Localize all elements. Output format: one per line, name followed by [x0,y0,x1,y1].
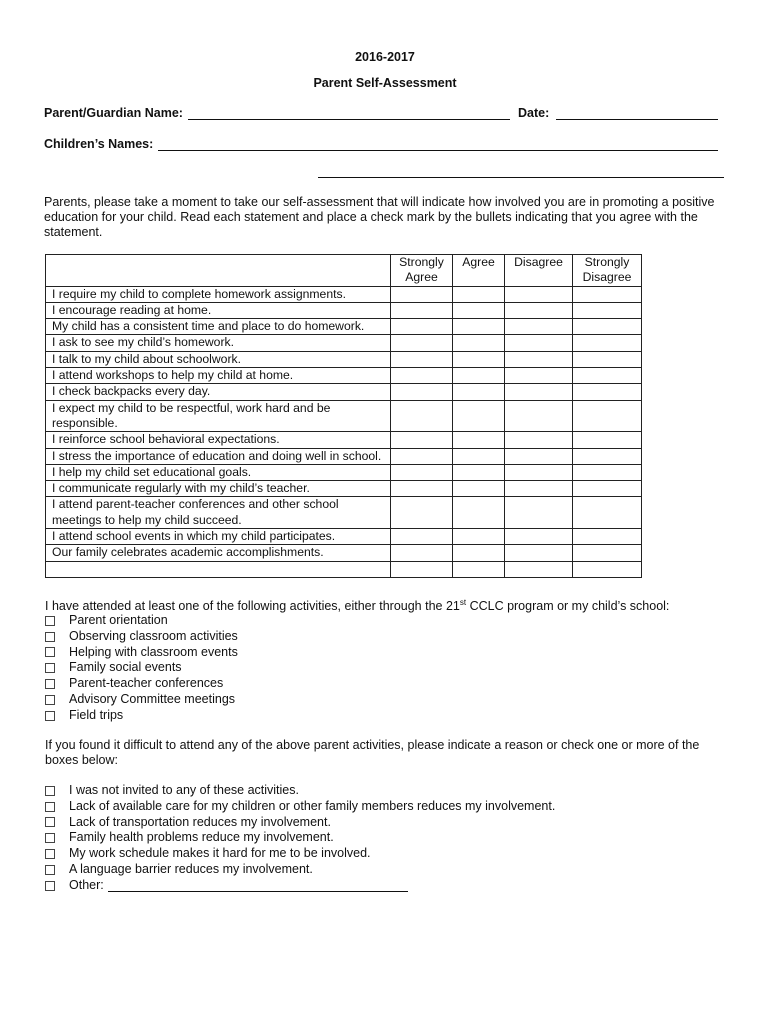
rating-cell[interactable] [573,368,642,384]
rating-cell[interactable] [573,351,642,367]
rating-cell[interactable] [391,302,453,318]
statement-cell: I attend parent-teacher conferences and other school meetings to help my child succeed. [46,497,391,529]
rating-cell[interactable] [391,432,453,448]
table-row [46,464,642,480]
list-item [45,645,238,661]
list-item [45,708,238,724]
header-strongly-disagree: Strongly Disagree [573,255,642,287]
rating-cell[interactable] [573,545,642,561]
form-year: 2016-2017 [355,50,415,64]
statement-cell: I attend workshops to help my child at home. [46,368,391,384]
rating-cell[interactable] [505,368,573,384]
checkbox[interactable] [45,632,55,642]
intro-text: Parents, please take a moment to take our self-assessment that will indicate how involved you are in promoting a positive education for your child. Read each statement and place a check mark by the bullets indicating that you agree with the statement. [44,195,715,239]
list-item-label: Lack of transportation reduces my involvement. [69,814,331,829]
statement-cell: I communicate regularly with my child’s teacher. [46,481,391,497]
rating-cell[interactable] [505,319,573,335]
children-names-field[interactable] [158,136,718,151]
rating-cell[interactable] [391,529,453,545]
checkbox[interactable] [45,679,55,689]
statement-cell: I help my child set educational goals. [46,464,391,480]
list-item [45,692,238,708]
checkbox[interactable] [45,695,55,705]
list-item-label: Parent orientation [69,613,168,627]
list-item [45,783,555,799]
rating-cell[interactable] [391,384,453,400]
rating-cell[interactable] [505,286,573,302]
table-row [46,368,642,384]
statement-cell: I check backpacks every day. [46,384,391,400]
rating-cell[interactable] [391,464,453,480]
rating-cell[interactable] [573,561,642,577]
statement-cell: Our family celebrates academic accomplishments. [46,545,391,561]
rating-cell[interactable] [391,335,453,351]
date-label: Date: [518,106,550,120]
list-item-label: Parent-teacher conferences [69,676,224,691]
list-item [45,862,555,878]
rating-cell[interactable] [505,545,573,561]
rating-cell[interactable] [453,481,505,497]
list-item [45,815,555,831]
activities-intro-text-end: CCLC program or my child’s school: [466,599,670,614]
list-item [45,629,238,645]
list-item [45,830,555,846]
rating-cell[interactable] [391,286,453,302]
activities-intro-sup: st [459,598,467,607]
statement-cell: I stress the importance of education and doing well in school. [46,448,391,464]
reasons-intro: If you found it difficult to attend any of the above parent activities, please indicate a reason or check one or more of the boxes below: [45,738,700,767]
rating-cell[interactable] [505,384,573,400]
table-row [46,351,642,367]
table-row [46,384,642,400]
rating-cell[interactable] [391,545,453,561]
header-disagree: Disagree [505,255,573,287]
table-row [46,561,642,577]
rating-cell[interactable] [505,529,573,545]
activities-list [45,613,238,724]
rating-cell[interactable] [453,400,505,432]
rating-cell[interactable] [391,448,453,464]
list-item-label: A language barrier reduces my involvement. [69,861,313,876]
list-item-label: Lack of available care for my children or other family members reduces my involvement. [69,798,556,813]
rating-cell[interactable] [453,351,505,367]
rating-cell[interactable] [453,286,505,302]
rating-cell[interactable] [573,335,642,351]
page-title: Parent Self-Assessment [313,76,457,90]
reasons-list [45,783,555,878]
parent-name-label: Parent/Guardian Name: [44,106,183,120]
rating-cell[interactable] [391,561,453,577]
checkbox[interactable] [45,663,55,673]
checkbox[interactable] [45,833,55,843]
checkbox[interactable] [45,647,55,657]
rating-cell[interactable] [453,302,505,318]
rating-cell[interactable] [505,497,573,529]
list-item [45,660,238,676]
list-item-label: Observing classroom activities [69,628,238,643]
rating-cell[interactable] [453,561,505,577]
list-item-label: I was not invited to any of these activities. [69,783,299,797]
statement-cell: I require my child to complete homework assignments. [46,286,391,302]
statement-cell: I ask to see my child’s homework. [46,335,391,351]
list-item [45,613,238,629]
statement-cell: My child has a consistent time and place to do homework. [46,319,391,335]
date-field[interactable] [556,105,718,120]
checkbox[interactable] [45,881,55,891]
rating-cell[interactable] [573,400,642,432]
rating-cell[interactable] [453,448,505,464]
rating-cell[interactable] [573,286,642,302]
checkbox[interactable] [45,849,55,859]
rating-cell[interactable] [573,497,642,529]
table-row [46,481,642,497]
header-agree: Agree [453,255,505,287]
rating-cell[interactable] [573,481,642,497]
rating-cell[interactable] [505,432,573,448]
parent-name-field[interactable] [188,105,510,120]
table-row [46,448,642,464]
table-row [46,400,642,432]
checkbox[interactable] [45,616,55,626]
header-statement [46,255,391,287]
rating-cell[interactable] [505,561,573,577]
reasons-other [45,878,408,894]
table-header-row [46,255,642,287]
table-row [46,302,642,318]
table-row [46,319,642,335]
rating-cell[interactable] [505,400,573,432]
rating-cell[interactable] [453,368,505,384]
rating-cell[interactable] [453,432,505,448]
header-strongly-agree: Strongly Agree [391,255,453,287]
list-item [45,846,555,862]
statement-cell: I attend school events in which my child participates. [46,529,391,545]
rating-cell[interactable] [453,384,505,400]
list-item [45,676,238,692]
rating-cell[interactable] [505,448,573,464]
rating-cell[interactable] [391,400,453,432]
list-item-label: My work schedule makes it hard for me to be involved. [69,846,371,861]
rating-cell[interactable] [505,464,573,480]
table-row [46,335,642,351]
table-row [46,432,642,448]
rating-cell[interactable] [453,319,505,335]
table-row [46,286,642,302]
table-row [46,545,642,561]
activities-intro [45,598,669,613]
checkbox[interactable] [45,865,55,875]
rating-cell[interactable] [573,448,642,464]
other-field[interactable] [108,879,408,892]
list-item [45,799,555,815]
rating-cell[interactable] [505,351,573,367]
list-item-label: Family social events [69,660,182,675]
children-names-field-2[interactable] [318,163,724,178]
rating-cell[interactable] [573,464,642,480]
statement-cell: I expect my child to be respectful, work hard and be responsible. [46,400,391,432]
rating-cell[interactable] [453,529,505,545]
rating-cell[interactable] [391,481,453,497]
rating-cell[interactable] [391,368,453,384]
rating-cell[interactable] [573,319,642,335]
activities-intro-text: I have attended at least one of the following activities, either through the 21 [45,599,460,614]
list-item-label: Advisory Committee meetings [69,691,236,706]
statement-cell: I talk to my child about schoolwork. [46,351,391,367]
checkbox[interactable] [45,817,55,827]
rating-cell[interactable] [573,384,642,400]
other-label: Other: [69,878,104,892]
rating-cell[interactable] [505,335,573,351]
rating-cell[interactable] [453,545,505,561]
table-row [46,497,642,529]
rating-cell[interactable] [453,335,505,351]
rating-cell[interactable] [505,481,573,497]
rating-cell[interactable] [453,497,505,529]
checkbox[interactable] [45,711,55,721]
checkbox[interactable] [45,786,55,796]
rating-cell[interactable] [573,432,642,448]
statement-cell [46,561,391,577]
statement-cell: I encourage reading at home. [46,302,391,318]
list-item-label: Field trips [69,707,124,722]
children-names-label: Children’s Names: [44,137,154,151]
statement-cell: I reinforce school behavioral expectations. [46,432,391,448]
rating-cell[interactable] [391,351,453,367]
table-row [46,529,642,545]
rating-cell[interactable] [505,302,573,318]
list-item-label: Family health problems reduce my involvement. [69,830,334,845]
rating-cell[interactable] [573,529,642,545]
rating-cell[interactable] [573,302,642,318]
assessment-table [45,254,642,578]
rating-cell[interactable] [391,319,453,335]
checkbox[interactable] [45,802,55,812]
rating-cell[interactable] [453,464,505,480]
list-item-label: Helping with classroom events [69,644,238,659]
rating-cell[interactable] [391,497,453,529]
